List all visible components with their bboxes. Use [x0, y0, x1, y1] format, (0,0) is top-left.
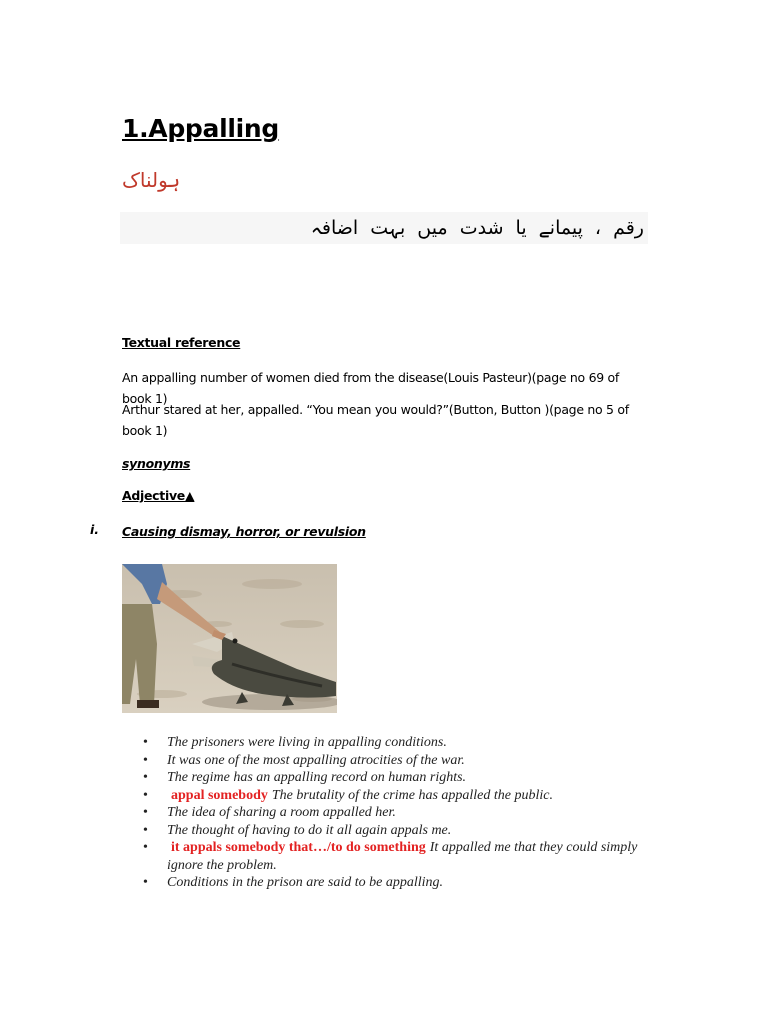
- part-of-speech-text: Adjective▲: [122, 488, 195, 503]
- example-keyword: appal somebody: [171, 787, 268, 803]
- bullet-icon: •: [143, 770, 148, 785]
- bullet-icon: •: [143, 840, 148, 855]
- part-of-speech: [122, 488, 194, 503]
- textual-reference-heading: Textual reference: [122, 335, 241, 350]
- example-item: [143, 822, 653, 840]
- crocodile-photo: [122, 564, 337, 713]
- sense-numeral: i.: [90, 522, 100, 537]
- sense-definition: Causing dismay, horror, or revulsion: [122, 524, 366, 539]
- example-item: [143, 804, 653, 822]
- page-title: 1.Appalling: [122, 114, 280, 143]
- urdu-translation: ہولناک: [122, 168, 181, 192]
- example-text: It was one of the most appalling atrocities of the war.: [167, 752, 465, 768]
- example-item: [143, 874, 653, 892]
- example-item: [143, 769, 653, 787]
- example-item: [143, 734, 653, 752]
- bullet-icon: •: [143, 822, 148, 838]
- example-list: [143, 734, 653, 892]
- example-text: The regime has an appalling record on human rights.: [167, 770, 467, 785]
- synonyms-label: synonyms: [122, 456, 191, 471]
- reference-line-2: Arthur stared at her, appalled. “You mean you would?”(Button, Button )(page no 5 of book 1): [122, 402, 629, 438]
- example-keyword: it appals somebody that…/to do something: [171, 840, 426, 855]
- bullet-icon: •: [143, 787, 148, 803]
- reference-line-1: An appalling number of women died from the disease(Louis Pasteur)(page no 69 of book 1): [122, 370, 619, 406]
- example-text: The prisoners were living in appalling conditions.: [167, 735, 447, 750]
- urdu-definition: رقم ، پیمانے یا شدت میں بہت اضافہ: [120, 212, 648, 244]
- example-item: [143, 787, 653, 805]
- bullet-icon: •: [143, 752, 148, 768]
- example-text: It appalled me that they could simply ignore the problem.: [167, 840, 638, 873]
- bullet-icon: •: [143, 805, 148, 820]
- bullet-icon: •: [143, 875, 148, 890]
- example-item: [143, 839, 653, 874]
- bullet-icon: •: [143, 735, 148, 750]
- example-text: The thought of having to do it all again appals me.: [167, 822, 452, 838]
- example-text: The idea of sharing a room appalled her.: [167, 805, 396, 820]
- example-text: The brutality of the crime has appalled the public.: [271, 787, 553, 803]
- example-item: [143, 752, 653, 770]
- example-text: Conditions in the prison are said to be appalling.: [167, 875, 443, 890]
